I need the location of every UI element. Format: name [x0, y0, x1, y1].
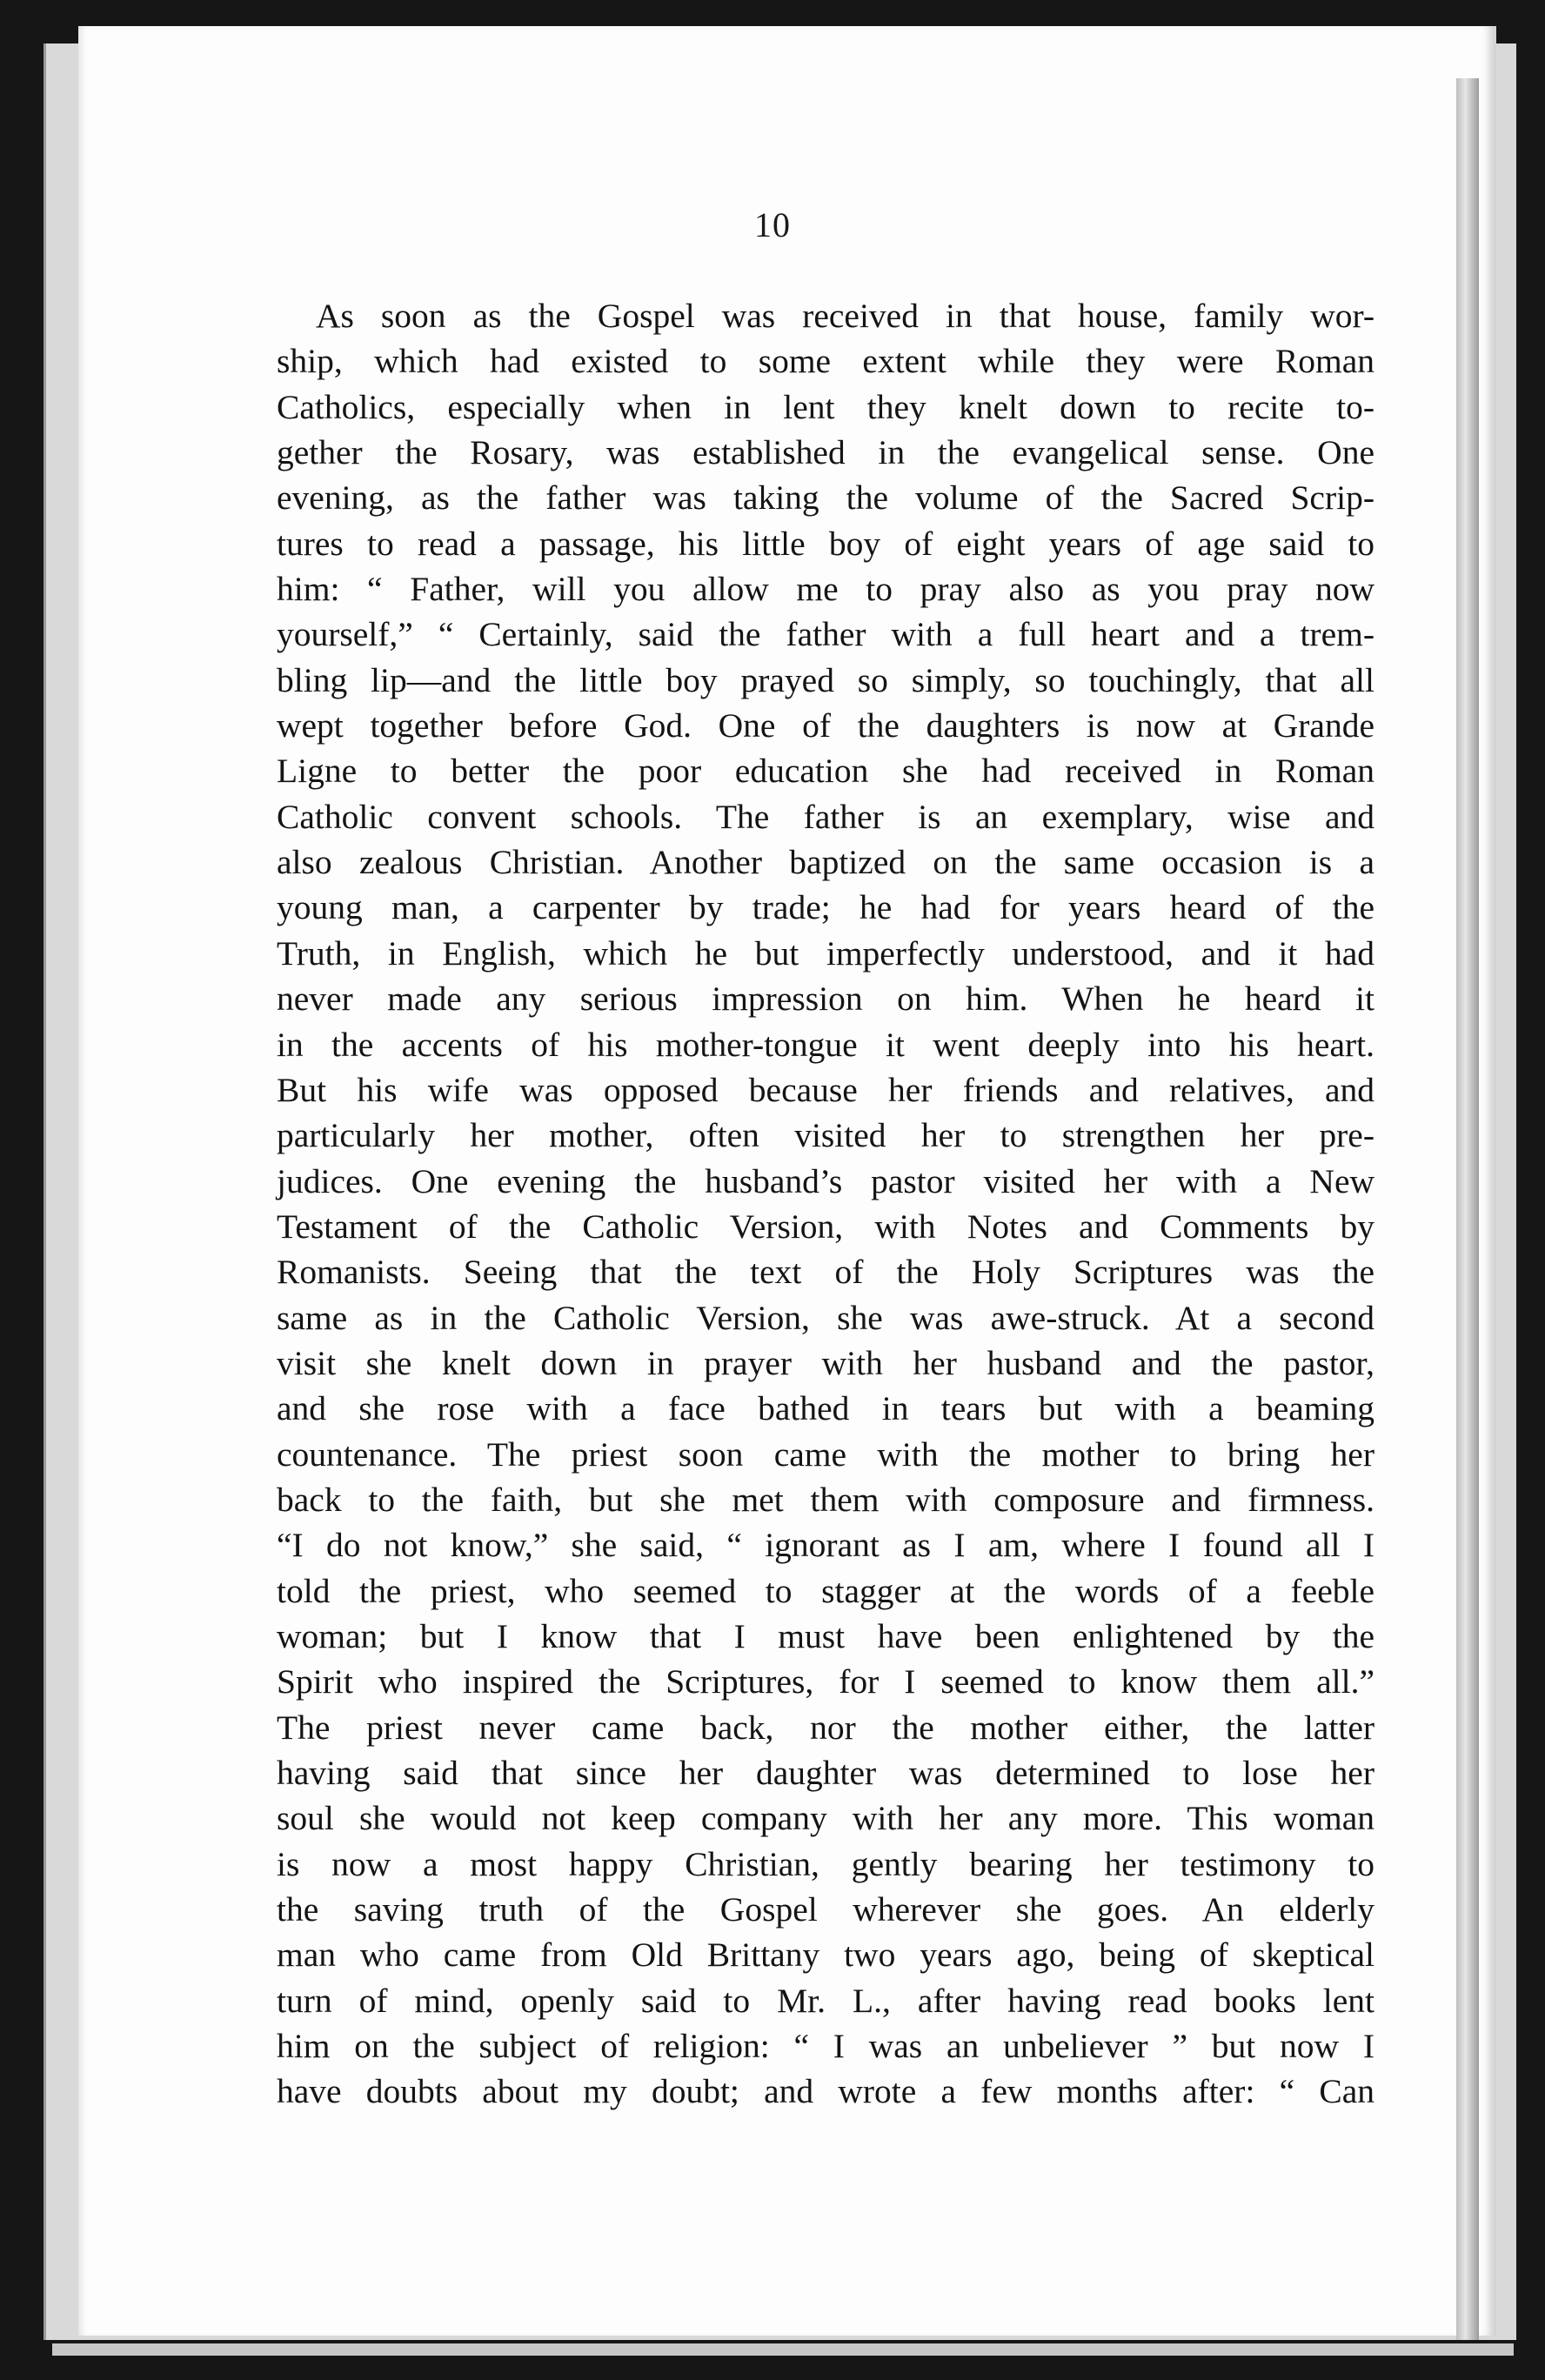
text-line: Spirit who inspired the Scriptures, for I seemed to know them all.” [277, 1662, 1374, 1701]
text-line: Catholic convent schools. The father is an exemplary, wise and [277, 797, 1374, 836]
text-line: soul she would not keep company with her any more. This woman [277, 1799, 1374, 1838]
text-line: But his wife was opposed because her friends and relatives, and [277, 1070, 1374, 1109]
text-line: same as in the Catholic Version, she was awe-struck. At a second [277, 1298, 1374, 1337]
text-line: told the priest, who seemed to stagger at the words of a feeble [277, 1571, 1374, 1610]
text-line: the saving truth of the Gospel wherever she goes. An elderly [277, 1890, 1374, 1929]
text-line: man who came from Old Brittany two years ago, being of skeptical [277, 1935, 1374, 1975]
page-bottom-edge [52, 2343, 1514, 2356]
text-line: have doubts about my doubt; and wrote a few months after: “ Can [277, 2072, 1374, 2111]
text-line: Catholics, especially when in lent they knelt down to recite to- [277, 387, 1374, 426]
body-text [277, 293, 1374, 2115]
text-line: having said that since her daughter was determined to lose her [277, 1754, 1374, 1792]
text-line: and she rose with a face bathed in tears but with a beaming [277, 1389, 1374, 1428]
text-line: tures to read a passage, his little boy of eight years of age said to [277, 524, 1374, 563]
text-line: Truth, in English, which he but imperfectly understood, and it had [277, 933, 1374, 973]
text-line: evening, as the father was taking the volume of the Sacred Scrip- [277, 478, 1374, 518]
text-line: Romanists. Seeing that the text of the Holy Scriptures was the [277, 1253, 1374, 1292]
text-line: young man, a carpenter by trade; he had for years heard of the [277, 888, 1374, 927]
page-gutter-edge [1456, 78, 1479, 2340]
text-line: “I do not know,” she said, “ ignorant as I am, where I found all I [277, 1526, 1374, 1565]
text-line: countenance. The priest soon came with the mother to bring her [277, 1434, 1374, 1474]
text-line: turn of mind, openly said to Mr. L., after having read books lent [277, 1981, 1374, 2020]
text-line: in the accents of his mother-tongue it went deeply into his heart. [277, 1025, 1374, 1064]
text-line: visit she knelt down in prayer with her husband and the pastor, [277, 1343, 1374, 1382]
text-line: back to the faith, but she met them with composure and firmness. [277, 1480, 1374, 1519]
text-line: him on the subject of religion: “ I was an unbeliever ” but now I [277, 2027, 1374, 2066]
text-line: particularly her mother, often visited her to strengthen her pre- [277, 1116, 1374, 1155]
text-line: The priest never came back, nor the mother either, the latter [277, 1708, 1374, 1747]
text-line: yourself,” “ Certainly, said the father with a full heart and a trem- [277, 615, 1374, 654]
text-line: ship, which had existed to some extent while they were Roman [277, 342, 1374, 381]
text-line: wept together before God. One of the daughters is now at Grande [277, 706, 1374, 745]
text-line: never made any serious impression on him. When he heard it [277, 979, 1374, 1019]
page-number: 10 [754, 205, 791, 244]
text-line: Ligne to better the poor education she had received in Roman [277, 752, 1374, 791]
text-line: also zealous Christian. Another baptized on the same occasion is a [277, 843, 1374, 882]
text-line: As soon as the Gospel was received in that house, family wor- [316, 297, 1374, 335]
text-line: gether the Rosary, was established in the evangelical sense. One [277, 433, 1374, 472]
text-line: woman; but I know that I must have been enlightened by the [277, 1616, 1374, 1655]
text-line: bling lip—and the little boy prayed so simply, so touchingly, that all [277, 660, 1374, 699]
text-line: is now a most happy Christian, gently bearing her testimony to [277, 1844, 1374, 1883]
text-line: judices. One evening the husband’s pastor visited her with a New [277, 1161, 1374, 1200]
text-line: Testament of the Catholic Version, with Notes and Comments by [277, 1207, 1374, 1246]
text-line: him: “ Father, will you allow me to pray also as you pray now [277, 570, 1374, 609]
